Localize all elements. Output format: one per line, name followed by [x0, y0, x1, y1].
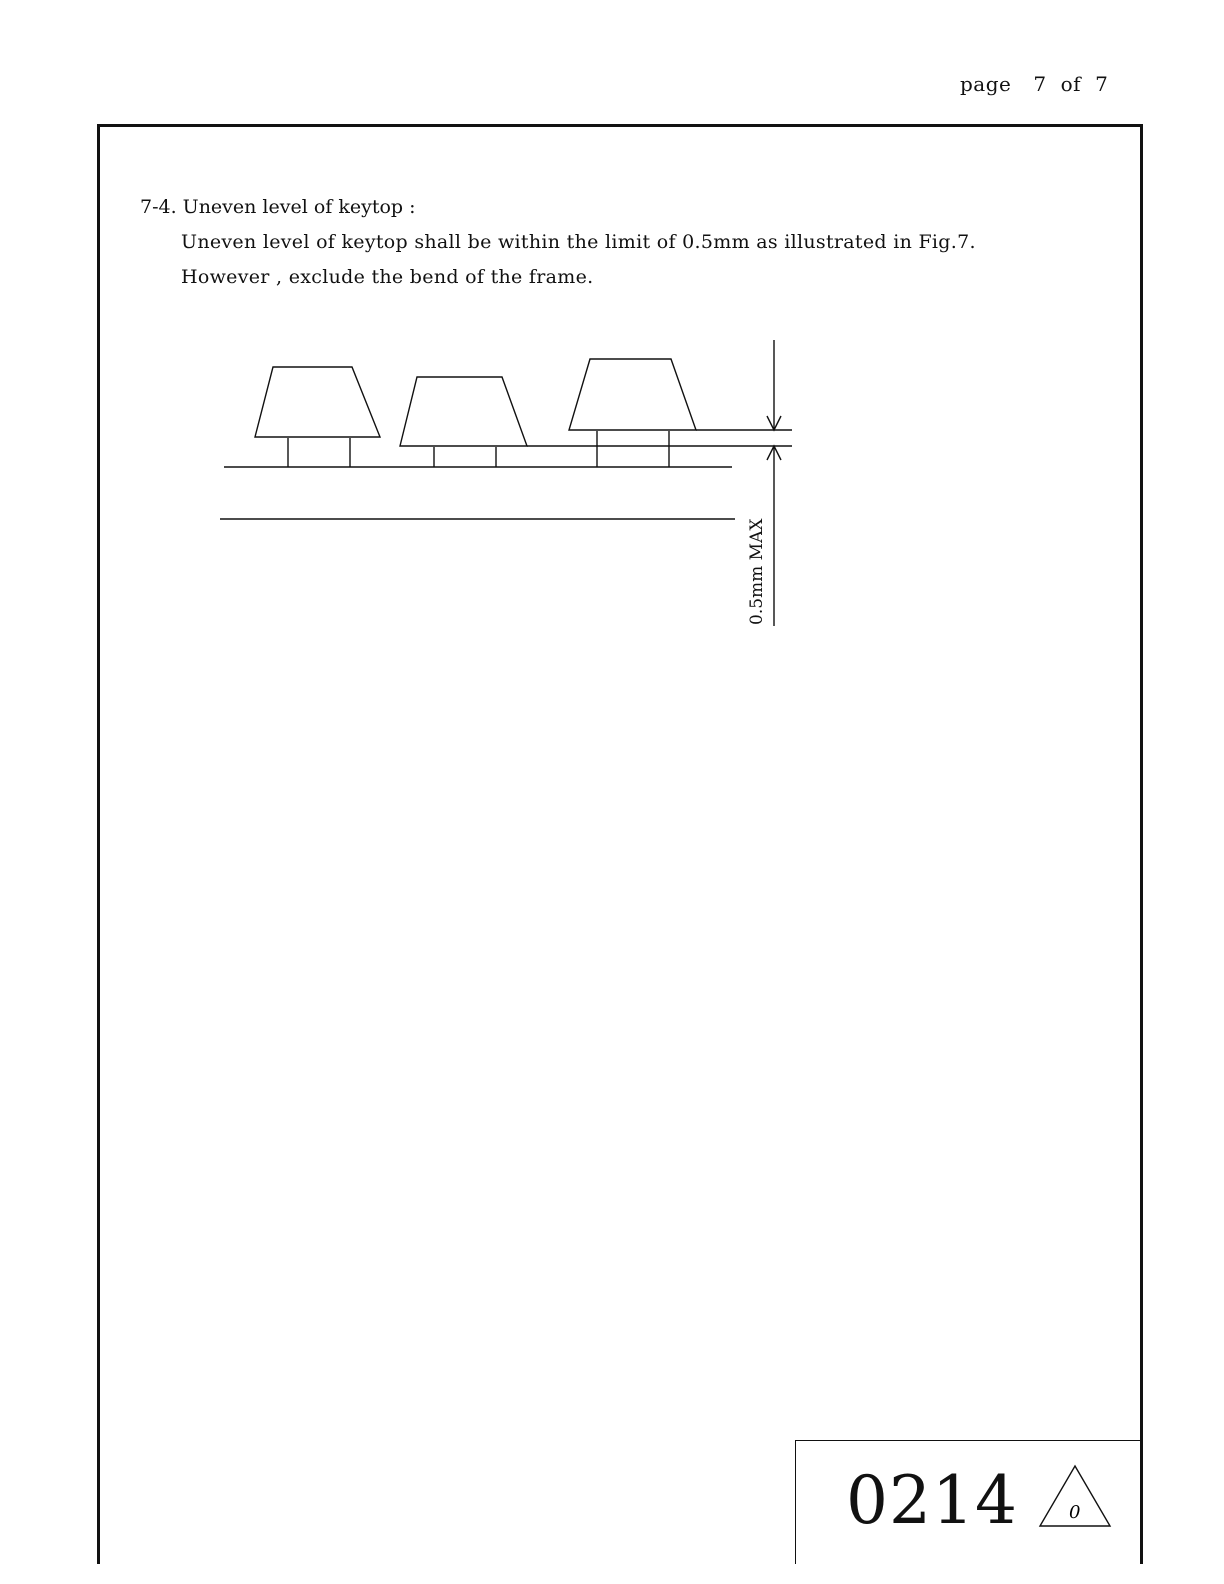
page-word: page: [960, 72, 1012, 96]
of-word: of: [1060, 72, 1082, 96]
keytop-level-figure: [210, 330, 810, 640]
figure-drawing: [210, 330, 810, 640]
stamp-number: 0214: [846, 1462, 1018, 1539]
page-current: 7: [1033, 72, 1047, 96]
page-total: 7: [1095, 72, 1109, 96]
keytop-3: [569, 359, 696, 430]
body-line-2: However , exclude the bend of the frame.: [181, 266, 594, 288]
revision-triangle-icon: [1036, 1462, 1114, 1530]
keytop-1: [255, 367, 380, 437]
page-number: [960, 72, 1108, 96]
section-heading: 7-4. Uneven level of keytop :: [140, 196, 416, 218]
dimension-label: 0.5mm MAX: [747, 518, 767, 625]
body-line-1: Uneven level of keytop shall be within the limit of 0.5mm as illustrated in Fig.7.: [181, 231, 976, 253]
keytop-2: [400, 377, 527, 446]
revision-mark: 0: [1069, 1502, 1081, 1523]
